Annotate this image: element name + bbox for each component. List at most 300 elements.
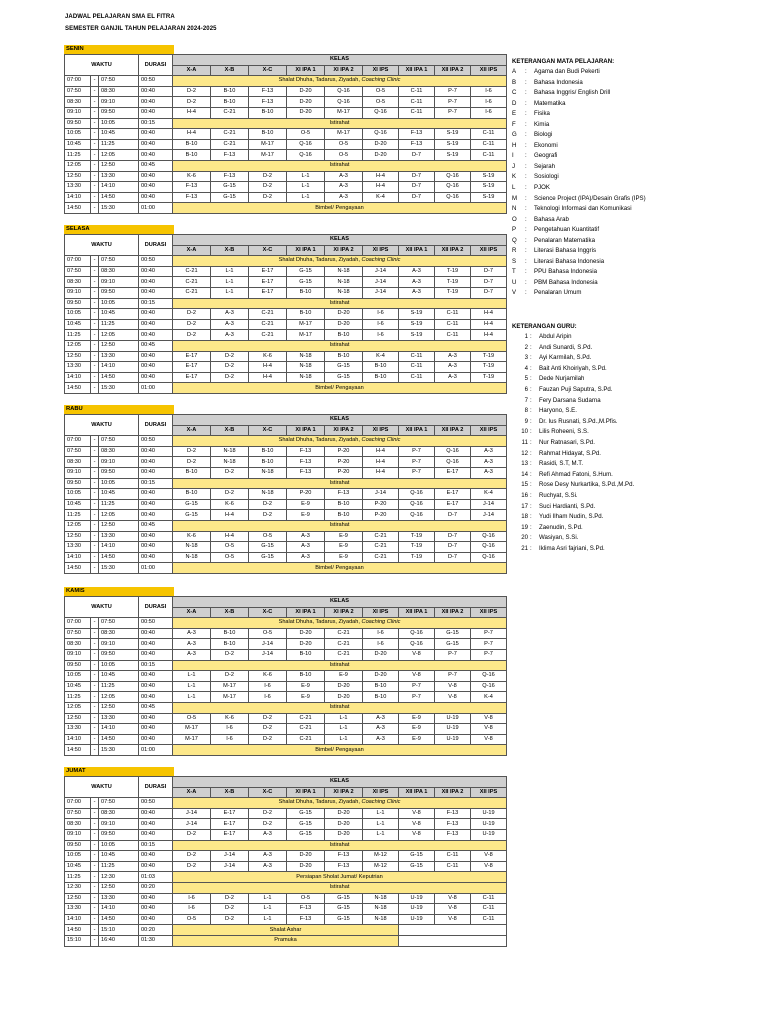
lesson-cell: D-20: [287, 861, 325, 872]
lesson-cell: C-11: [399, 97, 435, 108]
lesson-cell: H-4: [363, 457, 399, 468]
class-header: X-A: [173, 425, 211, 436]
lesson-cell: Q-16: [471, 552, 507, 563]
start-time: 11:25: [65, 330, 91, 341]
activity-cell: Istirahat: [173, 478, 507, 489]
lesson-cell: K-6: [173, 531, 211, 542]
lesson-cell: G-15: [325, 893, 363, 904]
lesson-cell: U-19: [435, 724, 471, 735]
table-row: [65, 319, 507, 330]
legend-colon: :: [530, 385, 532, 393]
legend-colon: :: [525, 162, 527, 170]
lesson-cell: U-19: [399, 904, 435, 915]
document-subtitle: SEMESTER GANJIL TAHUN PELAJARAN 2024-2025: [65, 26, 217, 32]
legend-colon: :: [525, 278, 527, 286]
lesson-cell: F-13: [325, 489, 363, 500]
legend-colon: :: [530, 417, 532, 425]
table-row: [65, 309, 507, 320]
start-time: 10:45: [65, 499, 91, 510]
waktu-header: WAKTU: [65, 235, 139, 256]
lesson-cell: K-4: [471, 692, 507, 703]
lesson-cell: B-10: [287, 287, 325, 298]
lesson-cell: E-17: [211, 808, 249, 819]
lesson-cell: V-8: [435, 914, 471, 925]
subject-name: Literasi Bahasa Indonesia: [534, 257, 605, 265]
time-separator: -: [91, 829, 99, 840]
start-time: 09:10: [65, 107, 91, 118]
lesson-cell: A-3: [249, 851, 287, 862]
lesson-cell: T-19: [435, 277, 471, 288]
durasi-header: DURASI: [139, 235, 173, 256]
table-row: [65, 192, 507, 203]
time-separator: -: [91, 107, 99, 118]
lesson-cell: G-15: [435, 639, 471, 650]
lesson-cell: A-3: [471, 467, 507, 478]
table-row: [65, 340, 507, 351]
time-separator: -: [91, 531, 99, 542]
start-time: 13:30: [65, 724, 91, 735]
table-row: [65, 467, 507, 478]
duration: 01:00: [139, 383, 173, 394]
start-time: 10:45: [65, 139, 91, 150]
time-separator: -: [91, 745, 99, 756]
table-row: [65, 277, 507, 288]
lesson-cell: L-1: [249, 914, 287, 925]
activity-cell: Bimbel/ Pengayaan: [173, 745, 507, 756]
legend-colon: :: [530, 470, 532, 478]
start-time: 12:05: [65, 520, 91, 531]
teacher-name: Iklima Asri fajriani, S.Pd.: [539, 544, 605, 552]
legend-colon: :: [530, 354, 532, 362]
duration: 00:40: [139, 681, 173, 692]
subject-legend-title: KETERANGAN MATA PELAJARAN:: [512, 58, 615, 65]
legend-colon: :: [530, 449, 532, 457]
lesson-cell: N-18: [249, 489, 287, 500]
lesson-cell: Q-16: [399, 628, 435, 639]
durasi-header: DURASI: [139, 597, 173, 618]
teacher-name: Yudi Ilham Nudin, S.Pd.: [539, 513, 604, 521]
lesson-cell: C-11: [399, 107, 435, 118]
teacher-legend-item: [512, 544, 634, 555]
table-row: [65, 97, 507, 108]
class-header: XII IPA 1: [399, 245, 435, 256]
activity-cell: Istirahat: [173, 298, 507, 309]
lesson-cell: I-6: [471, 107, 507, 118]
lesson-cell: B-10: [287, 671, 325, 682]
lesson-cell: B-10: [249, 129, 287, 140]
end-time: 14:50: [99, 914, 139, 925]
end-time: 12:50: [99, 882, 139, 893]
lesson-cell: C-11: [435, 851, 471, 862]
end-time: 10:05: [99, 840, 139, 851]
lesson-cell: D-20: [363, 150, 399, 161]
lesson-cell: F-13: [173, 182, 211, 193]
subject-legend-item: [512, 78, 646, 89]
time-separator: -: [91, 160, 99, 171]
lesson-cell: Q-16: [435, 182, 471, 193]
teacher-name: Nur Ratnasari, S.Pd.: [539, 438, 595, 446]
time-separator: -: [91, 872, 99, 883]
subject-legend-item: [512, 99, 646, 110]
class-header: XII IPA 1: [399, 607, 435, 618]
table-row: [65, 713, 507, 724]
class-header: XI IPA 1: [287, 607, 325, 618]
teacher-legend-item: [512, 417, 634, 428]
lesson-cell: U-19: [435, 713, 471, 724]
lesson-cell: D-2: [211, 467, 249, 478]
lesson-cell: L-1: [287, 182, 325, 193]
activity-cell: Istirahat: [173, 840, 507, 851]
end-time: 12:50: [99, 160, 139, 171]
teacher-legend-item: [512, 353, 634, 364]
start-time: 14:10: [65, 372, 91, 383]
start-time: 13:30: [65, 362, 91, 373]
teacher-legend-item: [512, 364, 634, 375]
table-row: [65, 904, 507, 915]
end-time: 15:10: [99, 925, 139, 936]
table-row: [65, 107, 507, 118]
lesson-cell: F-13: [249, 97, 287, 108]
lesson-cell: I-6: [211, 734, 249, 745]
class-header: X-C: [249, 425, 287, 436]
lesson-cell: D-20: [325, 692, 363, 703]
duration: 00:40: [139, 107, 173, 118]
subject-name: Biologi: [534, 131, 553, 139]
class-header: XII IPS: [471, 425, 507, 436]
lesson-cell: E-9: [399, 734, 435, 745]
lesson-cell: D-20: [363, 671, 399, 682]
end-time: 09:10: [99, 819, 139, 830]
subject-legend: [512, 58, 646, 299]
start-time: 12:50: [65, 893, 91, 904]
lesson-cell: B-10: [249, 446, 287, 457]
lesson-cell: L-1: [287, 192, 325, 203]
teacher-name: Haryono, S.E.: [539, 407, 577, 415]
table-row: [65, 266, 507, 277]
lesson-cell: H-4: [173, 129, 211, 140]
table-row: [65, 734, 507, 745]
class-header: X-A: [173, 245, 211, 256]
end-time: 14:10: [99, 542, 139, 553]
teacher-legend-item: [512, 332, 634, 343]
lesson-cell: E-9: [287, 692, 325, 703]
start-time: 14:10: [65, 734, 91, 745]
lesson-cell: J-14: [363, 489, 399, 500]
lesson-cell: A-3: [287, 531, 325, 542]
teacher-legend-item: [512, 480, 634, 491]
start-time: 14:10: [65, 914, 91, 925]
teacher-code: 17: [521, 502, 528, 510]
end-time: 11:25: [99, 139, 139, 150]
legend-colon: :: [530, 396, 532, 404]
time-separator: -: [91, 914, 99, 925]
table-row: [65, 129, 507, 140]
lesson-cell: C-21: [173, 287, 211, 298]
teacher-name: Abdul Aripin: [539, 333, 572, 340]
teacher-name: Rasidi, S.T, M.T.: [539, 460, 584, 468]
start-time: 11:25: [65, 872, 91, 883]
lesson-cell: E-17: [435, 467, 471, 478]
lesson-cell: F-13: [399, 129, 435, 140]
lesson-cell: D-2: [173, 97, 211, 108]
teacher-code: 2: [524, 343, 528, 351]
lesson-cell: B-10: [211, 639, 249, 650]
lesson-cell: G-15: [325, 362, 363, 373]
start-time: 08:30: [65, 457, 91, 468]
duration: 00:40: [139, 671, 173, 682]
start-time: 10:05: [65, 851, 91, 862]
lesson-cell: D-2: [211, 671, 249, 682]
lesson-cell: P-7: [471, 639, 507, 650]
start-time: 07:00: [65, 436, 91, 447]
start-time: 12:50: [65, 171, 91, 182]
lesson-cell: G-15: [325, 372, 363, 383]
lesson-cell: U-19: [471, 829, 507, 840]
end-time: 09:10: [99, 97, 139, 108]
lesson-cell: C-21: [211, 139, 249, 150]
coaching-clinic-text: Coaching Clinic: [361, 619, 401, 626]
lesson-cell: P-7: [435, 97, 471, 108]
lesson-cell: J-14: [249, 639, 287, 650]
start-time: 09:10: [65, 287, 91, 298]
end-time: 15:30: [99, 383, 139, 394]
lesson-cell: D-20: [325, 681, 363, 692]
time-separator: -: [91, 129, 99, 140]
lesson-cell: I-6: [363, 330, 399, 341]
lesson-cell: F-13: [435, 829, 471, 840]
lesson-cell: A-3: [211, 319, 249, 330]
day-block-rabu: [64, 405, 498, 574]
time-separator: -: [91, 840, 99, 851]
lesson-cell: O-5: [173, 713, 211, 724]
lesson-cell: P-7: [399, 467, 435, 478]
teacher-code: 18: [521, 513, 528, 521]
legend-colon: :: [525, 247, 527, 255]
start-time: 08:30: [65, 277, 91, 288]
table-row: [65, 160, 507, 171]
duration: 00:40: [139, 97, 173, 108]
time-separator: -: [91, 798, 99, 809]
table-row: [65, 671, 507, 682]
table-row: [65, 139, 507, 150]
start-time: 07:50: [65, 266, 91, 277]
lesson-cell: A-3: [325, 192, 363, 203]
lesson-cell: J-14: [363, 287, 399, 298]
lesson-cell: A-3: [249, 861, 287, 872]
lesson-cell: E-17: [173, 351, 211, 362]
lesson-cell: D-7: [435, 552, 471, 563]
lesson-cell: A-3: [287, 552, 325, 563]
start-time: 12:50: [65, 351, 91, 362]
lesson-cell: Q-16: [287, 150, 325, 161]
waktu-header: WAKTU: [65, 55, 139, 76]
time-separator: -: [91, 671, 99, 682]
lesson-cell: J-14: [173, 808, 211, 819]
legend-colon: :: [525, 68, 527, 75]
subject-code: L: [512, 184, 516, 192]
legend-colon: :: [525, 78, 527, 86]
lesson-cell: J-14: [249, 649, 287, 660]
lesson-cell: Q-16: [399, 489, 435, 500]
day-label: SENIN: [64, 45, 174, 54]
lesson-cell: A-3: [399, 277, 435, 288]
table-row: [65, 256, 507, 267]
end-time: 14:10: [99, 362, 139, 373]
duration: 00:15: [139, 660, 173, 671]
lesson-cell: G-15: [287, 266, 325, 277]
time-separator: -: [91, 692, 99, 703]
duration: 00:50: [139, 76, 173, 87]
lesson-cell: N-18: [173, 552, 211, 563]
time-separator: -: [91, 618, 99, 629]
lesson-cell: A-3: [471, 446, 507, 457]
class-header: XI IPA 2: [325, 65, 363, 76]
lesson-cell: E-17: [173, 372, 211, 383]
start-time: 08:30: [65, 97, 91, 108]
duration: 00:40: [139, 150, 173, 161]
lesson-cell: E-17: [435, 499, 471, 510]
time-separator: -: [91, 362, 99, 373]
lesson-cell: M-17: [249, 139, 287, 150]
subject-code: F: [512, 120, 516, 128]
kelas-header: KELAS: [173, 597, 507, 608]
lesson-cell: F-13: [287, 904, 325, 915]
teacher-code: 8: [524, 407, 528, 415]
teacher-name: Bait Anti Khoiriyah, S.Pd.: [539, 364, 607, 372]
lesson-cell: M-17: [173, 724, 211, 735]
lesson-cell: H-4: [471, 309, 507, 320]
end-time: 08:30: [99, 86, 139, 97]
lesson-cell: L-1: [173, 681, 211, 692]
table-row: [65, 520, 507, 531]
lesson-cell: D-2: [211, 351, 249, 362]
end-time: 13:30: [99, 171, 139, 182]
end-time: 07:50: [99, 76, 139, 87]
lesson-cell: Q-16: [471, 531, 507, 542]
lesson-cell: E-17: [435, 489, 471, 500]
end-time: 12:50: [99, 702, 139, 713]
class-header: XI IPS: [363, 787, 399, 798]
lesson-cell: P-7: [435, 671, 471, 682]
start-time: 12:30: [65, 882, 91, 893]
legend-colon: :: [525, 205, 527, 213]
lesson-cell: A-3: [287, 542, 325, 553]
table-row: [65, 618, 507, 629]
lesson-cell: H-4: [249, 362, 287, 373]
end-time: 09:10: [99, 457, 139, 468]
subject-legend-item: [512, 215, 646, 226]
duration: 00:40: [139, 893, 173, 904]
duration: 00:40: [139, 542, 173, 553]
end-time: 15:30: [99, 563, 139, 574]
legend-colon: :: [525, 215, 527, 223]
table-row: [65, 298, 507, 309]
lesson-cell: D-2: [211, 649, 249, 660]
end-time: 07:50: [99, 256, 139, 267]
lesson-cell: Q-16: [435, 192, 471, 203]
end-time: 14:50: [99, 192, 139, 203]
lesson-cell: M-17: [287, 319, 325, 330]
class-header: XI IPA 2: [325, 425, 363, 436]
end-time: 10:05: [99, 660, 139, 671]
lesson-cell: E-9: [325, 552, 363, 563]
lesson-cell: O-5: [363, 86, 399, 97]
lesson-cell: Q-16: [471, 681, 507, 692]
duration: 00:45: [139, 520, 173, 531]
start-time: 09:50: [65, 840, 91, 851]
duration: 00:40: [139, 372, 173, 383]
table-row: [65, 552, 507, 563]
kelas-header: KELAS: [173, 777, 507, 788]
class-header: X-B: [211, 787, 249, 798]
kelas-header: KELAS: [173, 235, 507, 246]
lesson-cell: N-18: [249, 467, 287, 478]
activity-cell: Shalat Dhuha, Tadarus, Ziyadah, Coaching Clinic: [173, 798, 507, 809]
duration: 00:40: [139, 457, 173, 468]
lesson-cell: B-10: [287, 649, 325, 660]
teacher-code: 9: [524, 417, 528, 425]
coaching-clinic-text: Coaching Clinic: [361, 437, 401, 444]
start-time: 09:50: [65, 478, 91, 489]
lesson-cell: D-20: [287, 86, 325, 97]
teacher-legend-item: [512, 523, 634, 534]
end-time: 14:50: [99, 372, 139, 383]
time-separator: -: [91, 351, 99, 362]
lesson-cell: A-3: [325, 171, 363, 182]
time-separator: -: [91, 893, 99, 904]
lesson-cell: I-6: [363, 309, 399, 320]
lesson-cell: C-21: [173, 277, 211, 288]
duration: 00:15: [139, 298, 173, 309]
time-separator: -: [91, 861, 99, 872]
table-row: [65, 745, 507, 756]
teacher-code: 1: [524, 333, 528, 340]
lesson-cell: S-19: [435, 150, 471, 161]
kelas-header: KELAS: [173, 415, 507, 426]
start-time: 07:50: [65, 86, 91, 97]
start-time: 10:05: [65, 489, 91, 500]
duration: 01:00: [139, 563, 173, 574]
duration: 00:45: [139, 340, 173, 351]
time-separator: -: [91, 628, 99, 639]
activity-cell: Istirahat: [173, 160, 507, 171]
lesson-cell: D-2: [173, 457, 211, 468]
lesson-cell: C-21: [287, 713, 325, 724]
lesson-cell: K-4: [363, 351, 399, 362]
legend-colon: :: [530, 460, 532, 468]
time-separator: -: [91, 489, 99, 500]
lesson-cell: S-19: [435, 129, 471, 140]
activity-cell: Shalat Dhuha, Tadarus, Ziyadah, Coaching Clinic: [173, 76, 507, 87]
lesson-cell: M-17: [287, 330, 325, 341]
lesson-cell: D-2: [211, 893, 249, 904]
table-row: [65, 925, 507, 936]
lesson-cell: Q-16: [435, 457, 471, 468]
lesson-cell: C-11: [471, 139, 507, 150]
lesson-cell: D-7: [399, 192, 435, 203]
lesson-cell: D-2: [249, 808, 287, 819]
lesson-cell: P-7: [399, 681, 435, 692]
lesson-cell: D-2: [173, 319, 211, 330]
lesson-cell: E-17: [249, 287, 287, 298]
time-separator: -: [91, 819, 99, 830]
lesson-cell: B-10: [363, 362, 399, 373]
duration: 00:40: [139, 531, 173, 542]
lesson-cell: M-17: [325, 129, 363, 140]
lesson-cell: C-11: [399, 362, 435, 373]
lesson-cell: L-1: [211, 287, 249, 298]
class-header: X-C: [249, 607, 287, 618]
